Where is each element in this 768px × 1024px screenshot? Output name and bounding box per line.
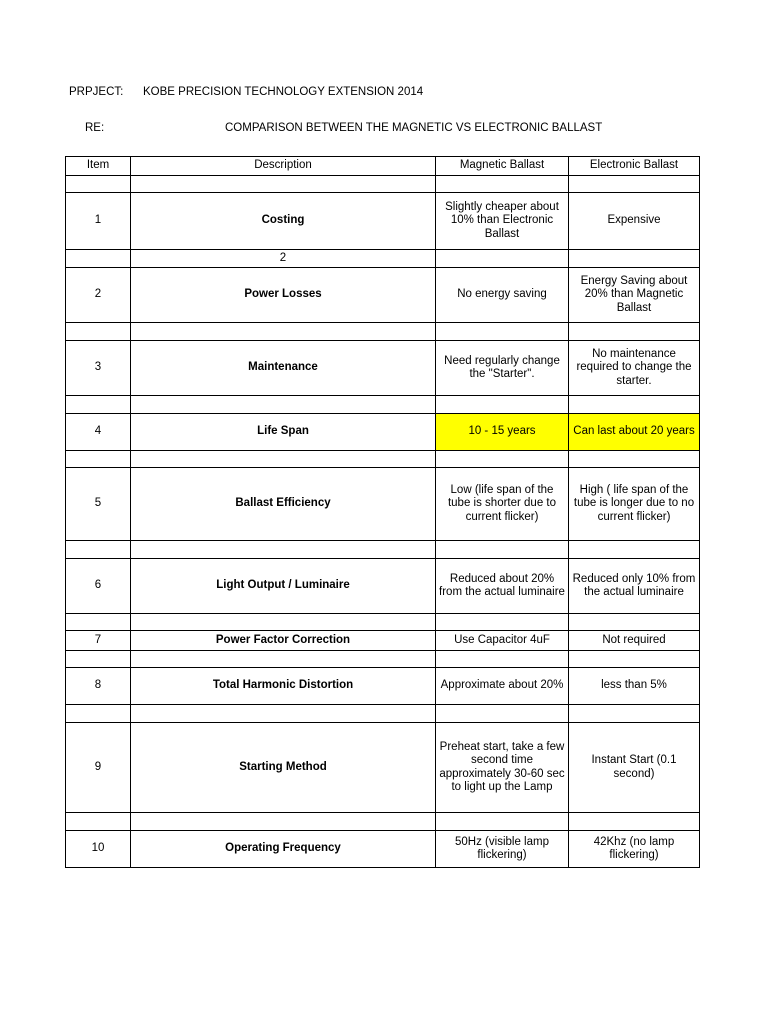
item-number: 10 xyxy=(66,831,131,868)
re-subject: COMPARISON BETWEEN THE MAGNETIC VS ELECTRONIC BALLAST xyxy=(225,122,603,134)
magnetic-cell: Preheat start, take a few second time approximately 30-60 sec to light up the Lamp xyxy=(436,723,569,813)
project-title: KOBE PRECISION TECHNOLOGY EXTENSION 2014 xyxy=(143,86,424,98)
description-cell: Power Factor Correction xyxy=(131,631,436,651)
magnetic-cell: Use Capacitor 4uF xyxy=(436,631,569,651)
spacer-row xyxy=(66,813,700,831)
stray-cell-value: 2 xyxy=(131,250,436,268)
table-row xyxy=(66,193,700,250)
electronic-cell: High ( life span of the tube is longer due to no current flicker) xyxy=(569,468,700,541)
magnetic-cell: 50Hz (visible lamp flickering) xyxy=(436,831,569,868)
electronic-cell-highlighted: Can last about 20 years xyxy=(569,414,700,451)
magnetic-cell: Low (life span of the tube is shorter due to current flicker) xyxy=(436,468,569,541)
re-label: RE: xyxy=(85,122,105,134)
item-number: 3 xyxy=(66,341,131,396)
item-number: 6 xyxy=(66,559,131,614)
electronic-cell: No maintenance required to change the starter. xyxy=(569,341,700,396)
spacer-row xyxy=(66,451,700,468)
column-header-magnetic: Magnetic Ballast xyxy=(436,157,569,176)
electronic-cell: 42Khz (no lamp flickering) xyxy=(569,831,700,868)
table-row xyxy=(66,268,700,323)
item-number: 9 xyxy=(66,723,131,813)
magnetic-cell: Slightly cheaper about 10% than Electronic Ballast xyxy=(436,193,569,250)
spacer-row xyxy=(66,176,700,193)
comparison-table xyxy=(65,156,700,868)
magnetic-cell: Need regularly change the "Starter". xyxy=(436,341,569,396)
item-number: 5 xyxy=(66,468,131,541)
electronic-cell: Not required xyxy=(569,631,700,651)
table-row xyxy=(66,341,700,396)
description-cell: Starting Method xyxy=(131,723,436,813)
column-header-description: Description xyxy=(131,157,436,176)
spacer-row xyxy=(66,541,700,559)
magnetic-cell: Reduced about 20% from the actual luminaire xyxy=(436,559,569,614)
magnetic-cell: Approximate about 20% xyxy=(436,668,569,705)
electronic-cell: Expensive xyxy=(569,193,700,250)
table-row xyxy=(66,631,700,651)
table-row xyxy=(66,723,700,813)
magnetic-cell: No energy saving xyxy=(436,268,569,323)
column-header-item: Item xyxy=(66,157,131,176)
spacer-row xyxy=(66,250,700,268)
table-row xyxy=(66,414,700,451)
description-cell: Life Span xyxy=(131,414,436,451)
description-cell: Operating Frequency xyxy=(131,831,436,868)
table-row xyxy=(66,831,700,868)
electronic-cell: less than 5% xyxy=(569,668,700,705)
item-number: 1 xyxy=(66,193,131,250)
spacer-row xyxy=(66,614,700,631)
spacer-row xyxy=(66,705,700,723)
project-label: PRPJECT: xyxy=(69,86,124,98)
description-cell: Costing xyxy=(131,193,436,250)
electronic-cell: Energy Saving about 20% than Magnetic Ballast xyxy=(569,268,700,323)
item-number: 7 xyxy=(66,631,131,651)
table-header-row xyxy=(66,157,700,176)
item-number: 2 xyxy=(66,268,131,323)
item-number: 8 xyxy=(66,668,131,705)
table-row xyxy=(66,468,700,541)
column-header-electronic: Electronic Ballast xyxy=(569,157,700,176)
description-cell: Power Losses xyxy=(131,268,436,323)
spacer-row xyxy=(66,396,700,414)
description-cell: Maintenance xyxy=(131,341,436,396)
electronic-cell: Instant Start (0.1 second) xyxy=(569,723,700,813)
description-cell: Ballast Efficiency xyxy=(131,468,436,541)
spacer-row xyxy=(66,323,700,341)
table-row xyxy=(66,559,700,614)
description-cell: Total Harmonic Distortion xyxy=(131,668,436,705)
table-row xyxy=(66,668,700,705)
magnetic-cell-highlighted: 10 - 15 years xyxy=(436,414,569,451)
spacer-row xyxy=(66,651,700,668)
description-cell: Light Output / Luminaire xyxy=(131,559,436,614)
electronic-cell: Reduced only 10% from the actual luminaire xyxy=(569,559,700,614)
item-number: 4 xyxy=(66,414,131,451)
